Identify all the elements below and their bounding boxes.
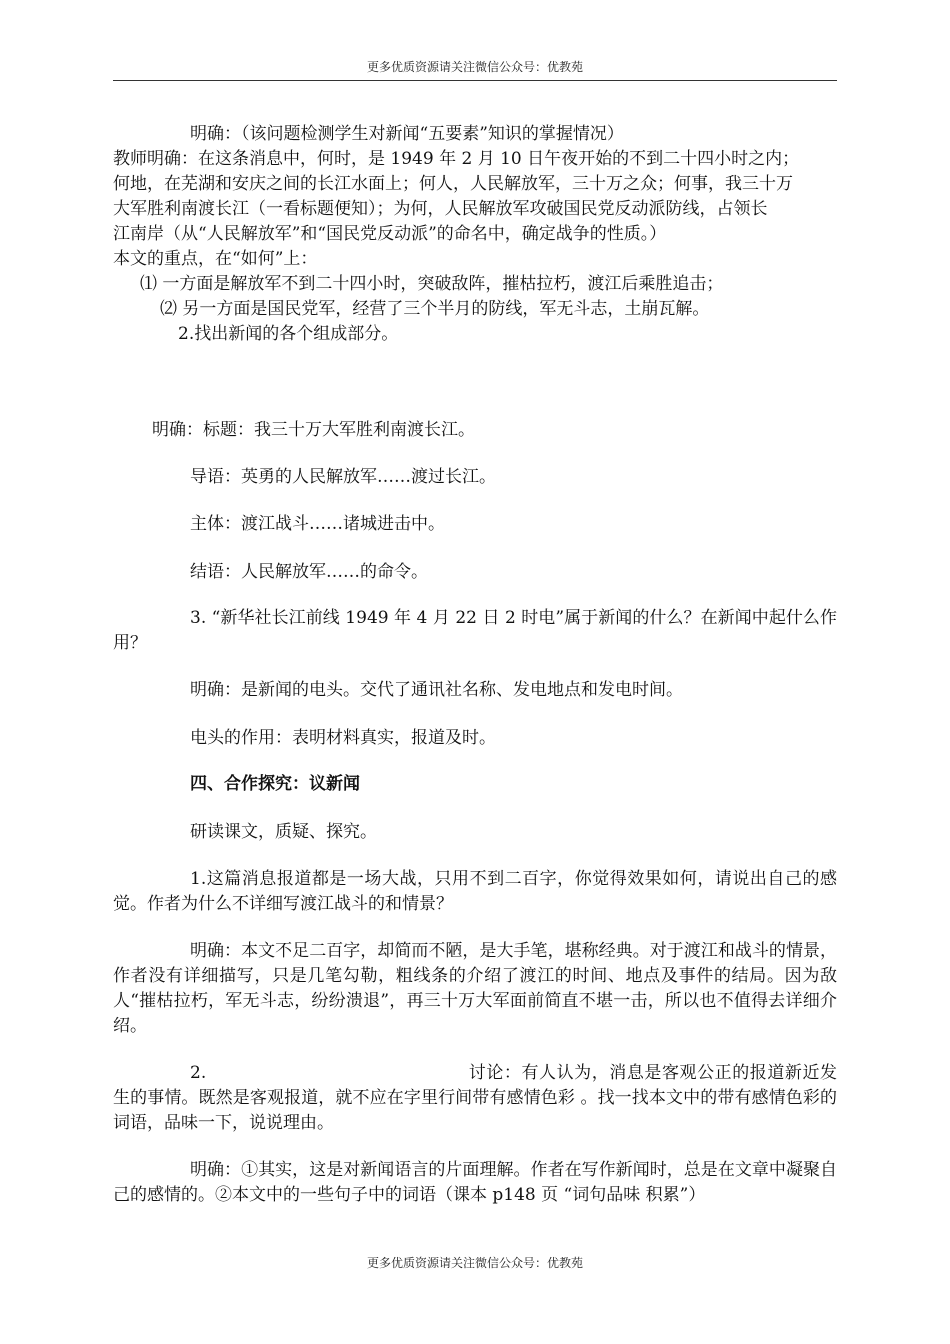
question-2-number: 2.: [190, 1063, 207, 1083]
teacher-clarify-line1: 教师明确：在这条消息中，何时，是 1949 年 2 月 10 日午夜开始的不到二十四小时之内；: [113, 149, 800, 169]
question-2: 2.找出新闻的各个组成部分。: [178, 324, 399, 344]
teacher-clarify-line4: 江南岸（从“人民解放军”和“国民党反动派”的命名中，确定战争的性质。）: [113, 224, 667, 244]
answer-3: 明确：是新闻的电头。交代了通讯社名称、发电地点和发电时间。: [190, 680, 683, 700]
part-ending: 结语：人民解放军……的命令。: [190, 562, 428, 582]
discussion-question-2: [113, 1061, 837, 1136]
teacher-clarify-line2: 何地，在芜湖和安庆之间的长江水面上；何人，人民解放军，三十万之众；何事，我三十万: [113, 174, 793, 194]
focus-item-2: ⑵ 另一方面是国民党军，经营了三个半月的防线，军无斗志，土崩瓦解。: [160, 299, 710, 319]
page-header: 更多优质资源请关注微信公众号：优教苑: [366, 60, 583, 74]
header-divider: [113, 80, 837, 81]
page-footer: 更多优质资源请关注微信公众号：优教苑: [366, 1256, 583, 1270]
discussion-question-1: 1.这篇消息报道都是一场大战，只用不到二百字，你觉得效果如何，请说出自己的感觉。作者为什么不详细写渡江战斗的和情景？: [113, 869, 837, 914]
section-heading: 四、合作探究：议新闻: [190, 774, 360, 794]
part-title: 明确：标题：我三十万大军胜利南渡长江。: [152, 420, 475, 440]
answer-five-elements: 明确：（该问题检测学生对新闻“五要素”知识的掌握情况）: [190, 124, 624, 144]
teacher-clarify-line3: 大军胜利南渡长江（一看标题便知）；为何，人民解放军攻破国民党反动派防线，占领长: [113, 199, 768, 219]
focus-line: 本文的重点，在“如何”上：: [113, 249, 318, 269]
part-body: 主体：渡江战斗……诸城进击中。: [190, 514, 445, 534]
discussion-answer-1: 明确：本文不足二百字，却简而不陋，是大手笔，堪称经典。对于渡江和战斗的情景，作者没有详细描写，只是几笔勾勒，粗线条的介绍了渡江的时间、地点及事件的结局。因为敌人“摧枯拉朽，军无斗志，纷纷溃退”，再三十万大军面前简直不堪一击，所以也不值得去详细介绍。: [113, 941, 837, 1036]
part-lead: 导语：英勇的人民解放军……渡过长江。: [190, 467, 496, 487]
dateline-role: 电头的作用：表明材料真实，报道及时。: [190, 728, 496, 748]
section-intro: 研读课文，质疑、探究。: [190, 822, 377, 842]
focus-item-1: ⑴ 一方面是解放军不到二十四小时，突破敌阵，摧枯拉朽，渡江后乘胜追击；: [140, 274, 724, 294]
question-2-text: 讨论：有人认为，消息是客观公正的报道新近发生的事情。既然是客观报道，就不应在字里行间带有感情色彩 。找一找本文中的带有感情色彩的词语，品味一下，说说理由。: [113, 1063, 837, 1133]
question-3: 3. “新华社长江前线 1949 年 4 月 22 日 2 时电”属于新闻的什么？在新闻中起什么作用？: [113, 608, 837, 653]
discussion-answer-2: 明确：①其实，这是对新闻语言的片面理解。作者在写作新闻时，总是在文章中凝聚自己的感情的。②本文中的一些句子中的词语（课本 p148 页 “词句品味 积累”）: [113, 1160, 837, 1205]
